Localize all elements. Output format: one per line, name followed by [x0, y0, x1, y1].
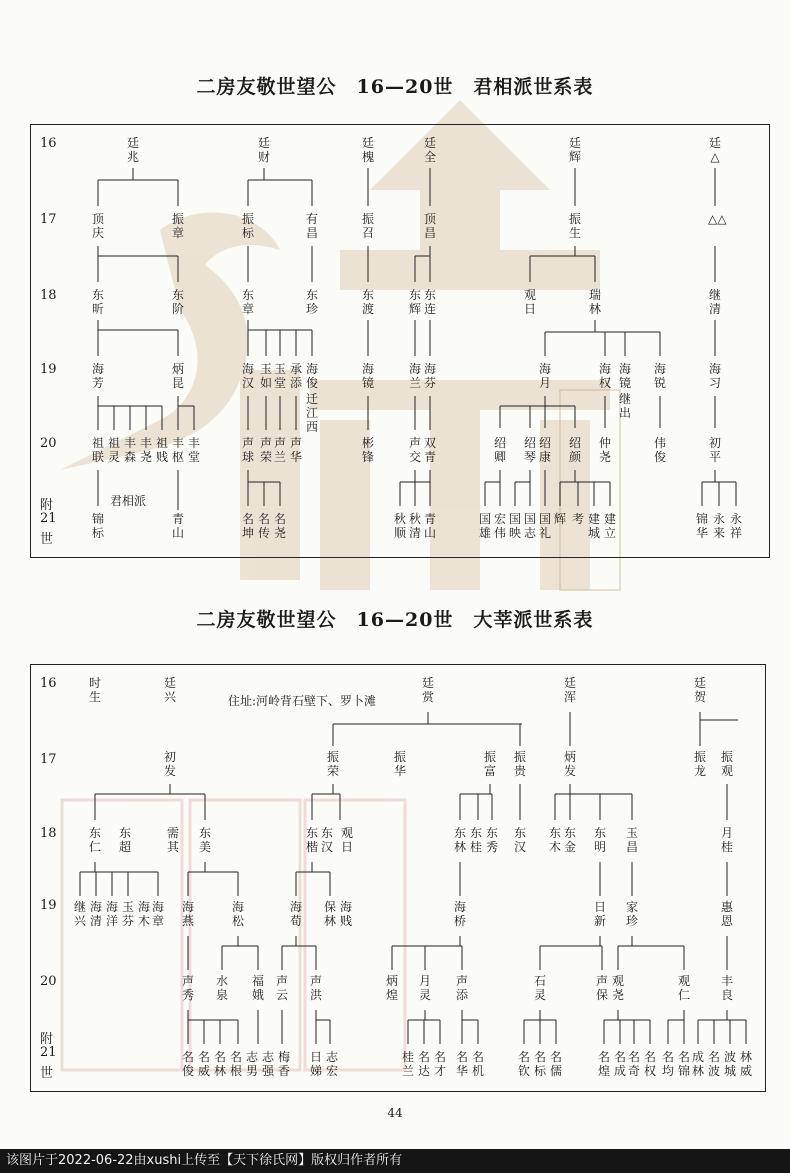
t2-g20-node: 石灵 [533, 974, 546, 1002]
t2-g19-node: 继兴 [73, 900, 86, 928]
t1-g18-node: 东连 [423, 288, 436, 316]
t2-g19-node: 海桥 [453, 900, 466, 928]
t1-g20-node: 绍康 [538, 436, 551, 464]
t2-g16-node: 廷浑 [563, 676, 576, 704]
t1-g19-node: 炳昆 [171, 362, 184, 390]
gen-label-20b: 20 [40, 974, 57, 989]
t1-g20-node: 祖联 [91, 436, 104, 464]
t1-g17-node: 有昌 [305, 212, 318, 240]
t1-g21-node: 秋清 [408, 512, 421, 540]
page-number: 44 [387, 1106, 403, 1120]
t1-g19-node: 海镜 [618, 362, 631, 390]
t1-g20-node: 丰堂 [187, 436, 200, 464]
t2-g18-node: 东木 [548, 826, 561, 854]
t1-g20-node: 祖贱 [155, 436, 168, 464]
t2-g21-node: 志男 [245, 1050, 258, 1078]
t1-g21-node: 宏伟 [493, 512, 506, 540]
t1-g20-node: 仲尧 [598, 436, 611, 464]
t1-g20-node: 声交 [408, 436, 421, 464]
t1-g20-node: 丰尧 [139, 436, 152, 464]
t2-g21-node: 名钦 [517, 1050, 530, 1078]
t1-g17-node: 顶昌 [423, 212, 436, 240]
t1-g20-node: 声兰 [273, 436, 286, 464]
gen-label-fu: 附 [40, 498, 54, 513]
t2-g19-node: 海荀 [289, 900, 302, 928]
t1-g20-node: 丰森 [123, 436, 136, 464]
t2-g19-node: 海燕 [181, 900, 194, 928]
t1-g20-node: 声荣 [259, 436, 272, 464]
t2-g18-node: 观日 [340, 826, 353, 854]
t2-g18-node: 东金 [563, 826, 576, 854]
table1-title: 二房友敬世望公 16—20世 君相派世系表 [196, 76, 594, 98]
t1-g21-node: 秋顺 [393, 512, 406, 540]
t1-g19-node: 海俊 [305, 362, 318, 390]
t1-g21-node: 国映 [508, 512, 521, 540]
t2-g21-node: 名标 [533, 1050, 546, 1078]
table2-title: 二房友敬世望公 16—20世 大莘派世系表 [196, 609, 594, 631]
t2-g16-node: 廷贺 [693, 676, 706, 704]
t2-address: 住址:河岭背石壁下、罗卜滩 [228, 694, 377, 708]
t1-g21-node: 名传 [257, 512, 270, 540]
gen-label-fub: 附 [40, 1032, 54, 1047]
t1-g19-node: 海权 [598, 362, 611, 390]
t2-g21-node: 志宏 [325, 1050, 338, 1078]
gen-label-16: 16 [40, 136, 57, 151]
t1-g19-note: 继出 [618, 392, 631, 420]
t1-g18-node: 观日 [523, 288, 536, 316]
t1-g19-node: 海芳 [91, 362, 104, 390]
t2-g21-node: 名煌 [597, 1050, 610, 1078]
t1-g21-node: 名坤 [241, 512, 254, 540]
t2-g20-node: 福娥 [251, 974, 264, 1002]
t2-g19-node: 保林 [323, 900, 336, 928]
t2-g20-node: 观尧 [611, 974, 624, 1002]
t1-g21-node: 国礼 [538, 512, 551, 540]
t2-g18-node: 玉昌 [625, 826, 638, 854]
t1-g19-node: 海月 [538, 362, 551, 390]
t1-g21-node: 青山 [423, 512, 436, 540]
t2-g16-node: 廷兴 [163, 676, 176, 704]
t1-g20-node: 初平 [708, 436, 721, 464]
t2-g19-node: 海贱 [339, 900, 352, 928]
t2-g19-node: 海松 [231, 900, 244, 928]
t1-g20-node: 绍琴 [523, 436, 536, 464]
t1-g21-node: 永祥 [729, 512, 742, 540]
t1-g18-node: 东昕 [91, 288, 104, 316]
t2-g18-node: 月桂 [720, 826, 733, 854]
t2-g18-node: 东仁 [88, 826, 101, 854]
t2-g21-node: 名达 [417, 1050, 430, 1078]
t1-g21-node: 建城 [587, 512, 600, 540]
gen-label-19b: 19 [40, 898, 57, 913]
t2-g18-node: 东桂 [469, 826, 482, 854]
t2-g21-node: 名华 [455, 1050, 468, 1078]
t2-g19-node: 家珍 [625, 900, 638, 928]
t1-g17-node: 振标 [241, 212, 254, 240]
t2-g21-node: 波城 [723, 1050, 736, 1078]
t2-g21-node: 日娣 [309, 1050, 322, 1078]
t2-g20-node: 声添 [455, 974, 468, 1002]
t2-g19-node: 海清 [89, 900, 102, 928]
gen-label-20: 20 [40, 436, 57, 451]
t2-g21-node: 名机 [471, 1050, 484, 1078]
t1-g21-node: 锦华 [695, 512, 708, 540]
t2-g17-node: 振贵 [513, 750, 526, 778]
table2-frame [30, 664, 766, 1092]
t1-g18-node: 东珍 [305, 288, 318, 316]
t1-g21-node: 名尧 [273, 512, 286, 540]
gen-label-16b: 16 [40, 676, 57, 691]
gen-label-21: 21 [40, 511, 57, 526]
t2-g20-node: 炳煌 [385, 974, 398, 1002]
t2-g20-node: 声洪 [309, 974, 322, 1002]
t1-g18-node: 继清 [708, 288, 721, 316]
t2-g20-node: 声秀 [181, 974, 194, 1002]
t2-g18-node: 东林 [453, 826, 466, 854]
t2-g20-node: 观仁 [677, 974, 690, 1002]
t1-g16-node: 廷财 [257, 136, 270, 164]
t1-g19-node: 海汉 [241, 362, 254, 390]
t1-g20-node: 绍卿 [493, 436, 506, 464]
t2-g21-node: 名根 [229, 1050, 242, 1078]
t2-g21-node: 名锦 [677, 1050, 690, 1078]
t1-g20-node: 绍颜 [568, 436, 581, 464]
t2-g17-node: 初发 [163, 750, 176, 778]
t2-g19-node: 惠恩 [720, 900, 733, 928]
t1-g17-node: 振召 [361, 212, 374, 240]
t2-g19-node: 海章 [151, 900, 164, 928]
t2-g21-node: 名权 [643, 1050, 656, 1078]
t2-g20-node: 声云 [275, 974, 288, 1002]
t2-g17-node: 振观 [720, 750, 733, 778]
t1-g21-node: 锦标 [91, 512, 104, 540]
t2-g19-node: 海洋 [105, 900, 118, 928]
t1-g20-node: 声球 [241, 436, 254, 464]
t1-g20-node: 丰枢 [171, 436, 184, 464]
t2-g18-node: 东楷 [305, 826, 318, 854]
t2-g21-node: 名均 [661, 1050, 674, 1078]
t2-g19-node: 玉芬 [121, 900, 134, 928]
t2-g21-node: 梅香 [277, 1050, 290, 1078]
t2-g18-node: 需其 [166, 826, 179, 854]
t2-g18-node: 东超 [118, 826, 131, 854]
t1-g19-note: 迁江西 [305, 392, 318, 434]
t2-g19-node: 海木 [137, 900, 150, 928]
gen-label-18b: 18 [40, 826, 57, 841]
t1-g16-node: 廷槐 [361, 136, 374, 164]
t2-g20-node: 声保 [595, 974, 608, 1002]
t2-g17-node: 振荣 [326, 750, 339, 778]
t1-g18-node: 东阶 [171, 288, 184, 316]
t2-g18-node: 东秀 [485, 826, 498, 854]
t1-g20-node: 伟俊 [653, 436, 666, 464]
t1-g19-node: 海兰 [408, 362, 421, 390]
t1-g19-node: 海镜 [361, 362, 374, 390]
t1-g19-node: 玉如 [259, 362, 272, 390]
t1-g21-node: 国志 [523, 512, 536, 540]
t2-g21-node: 志强 [261, 1050, 274, 1078]
t2-g18-node: 东汉 [320, 826, 333, 854]
t1-g19-node: 海锐 [653, 362, 666, 390]
t1-g21-node: 考 [571, 512, 584, 526]
t2-g21-node: 名波 [707, 1050, 720, 1078]
gen-label-21b: 21 [40, 1045, 57, 1060]
t1-g18-node: 东渡 [361, 288, 374, 316]
t2-g21-node: 名俊 [181, 1050, 194, 1078]
t1-g18-node: 东辉 [408, 288, 421, 316]
t1-g18-node: 瑞林 [588, 288, 601, 316]
footer-banner: 该图片于2022-06-22由xushi上传至【天下徐氏网】版权归作者所有 [0, 1149, 790, 1173]
t1-g16-node: 廷兆 [126, 136, 139, 164]
t1-g16-node: 廷△ [708, 136, 721, 164]
t1-g18-node: 东章 [241, 288, 254, 316]
t2-g21-node: 成林 [691, 1050, 704, 1078]
gen-label-17: 17 [40, 212, 57, 227]
t2-g21-node: 桂兰 [401, 1050, 414, 1078]
t2-g17-node: 振龙 [693, 750, 706, 778]
t2-g19-node: 日新 [593, 900, 606, 928]
t2-g21-node: 名奇 [627, 1050, 640, 1078]
t2-g18-node: 东明 [593, 826, 606, 854]
t2-g16-node: 时生 [88, 676, 101, 704]
gen-label-shi: 世 [40, 532, 54, 547]
gen-label-17b: 17 [40, 752, 57, 767]
t1-g17-node: 顶庆 [91, 212, 104, 240]
t2-g21-node: 名成 [613, 1050, 626, 1078]
t1-g16-node: 廷辉 [568, 136, 581, 164]
gen-label-shib: 世 [40, 1066, 54, 1081]
t2-g21-node: 林威 [739, 1050, 752, 1078]
t1-branch-label: 君相派 [110, 494, 147, 508]
t1-g21-node: 国雄 [478, 512, 491, 540]
t1-g21-node: 青山 [171, 512, 184, 540]
t2-g18-node: 东美 [198, 826, 211, 854]
t1-g17-node: 振章 [171, 212, 184, 240]
t1-g19-node: 海习 [708, 362, 721, 390]
t1-g21-node: 辉 [553, 512, 566, 526]
t2-g21-node: 名林 [213, 1050, 226, 1078]
t2-g18-node: 东汉 [513, 826, 526, 854]
t1-g21-node: 建立 [603, 512, 616, 540]
t1-g17-node: 振生 [568, 212, 581, 240]
t1-g19-node: 承添 [289, 362, 302, 390]
t2-g17-node: 炳发 [563, 750, 576, 778]
t2-g17-node: 振华 [393, 750, 406, 778]
t1-g17-node: △△ [708, 212, 727, 226]
t2-g20-node: 水泉 [215, 974, 228, 1002]
t1-g20-node: 双青 [423, 436, 436, 464]
t1-g19-node: 玉堂 [273, 362, 286, 390]
gen-label-19: 19 [40, 362, 57, 377]
t2-g20-node: 月灵 [418, 974, 431, 1002]
t2-g21-node: 名威 [197, 1050, 210, 1078]
t1-g20-node: 彬锋 [361, 436, 374, 464]
t2-g21-node: 名儒 [549, 1050, 562, 1078]
t1-g19-node: 海芬 [423, 362, 436, 390]
t2-g17-node: 振富 [483, 750, 496, 778]
t1-g21-node: 永来 [712, 512, 725, 540]
t2-g16-node: 廷赏 [421, 676, 434, 704]
t1-g20-node: 声华 [289, 436, 302, 464]
gen-label-18: 18 [40, 288, 57, 303]
t2-g20-node: 丰良 [720, 974, 733, 1002]
t1-g16-node: 廷全 [423, 136, 436, 164]
t1-g20-node: 祖灵 [107, 436, 120, 464]
t2-g21-node: 名才 [433, 1050, 446, 1078]
